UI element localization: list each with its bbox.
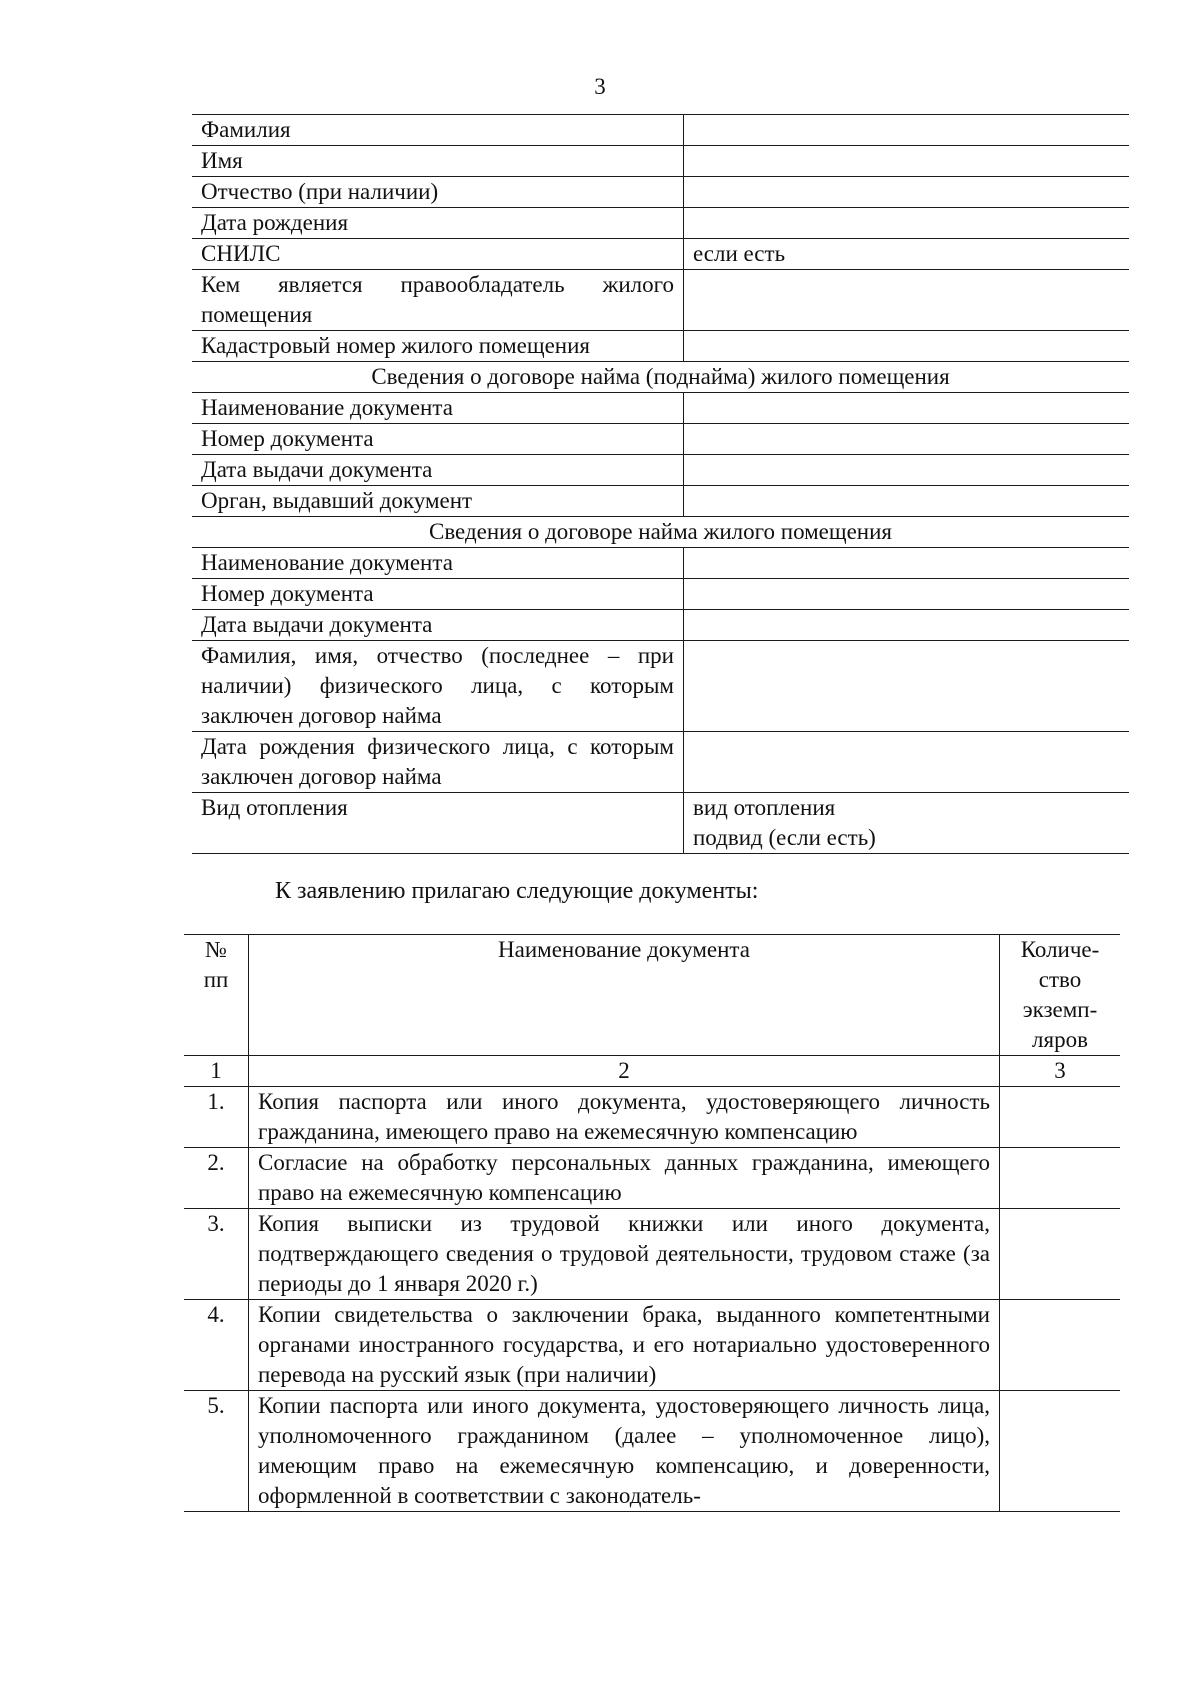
column-index: 3 — [1000, 1056, 1121, 1087]
header-copies-count — [1000, 935, 1121, 1056]
table-row — [184, 1148, 1120, 1209]
copies-count — [1000, 1300, 1121, 1391]
table-row — [192, 146, 1129, 177]
field-value — [684, 208, 1130, 239]
section-title: Сведения о договоре найма (поднайма) жилого помещения — [371, 364, 950, 389]
header-number-symbol: № — [205, 937, 227, 962]
table-row — [192, 424, 1129, 455]
table-row — [184, 1391, 1120, 1512]
field-value — [684, 331, 1130, 362]
document-name: Копии паспорта или иного документа, удостоверяющего личность лица, уполномоченного гражданином (далее – уполномоченное лицо), имеющим право на ежемесячную компенсацию, и доверенности, оформленной в соответствии с законодатель- — [249, 1391, 1000, 1512]
field-value — [684, 486, 1130, 517]
document-name: Копия выписки из трудовой книжки или иного документа, подтверждающего сведения о трудовой деятельности, трудовом стаже (за периоды до 1 января 2020 г.) — [249, 1209, 1000, 1300]
copies-count — [1000, 1087, 1121, 1148]
copies-count — [1000, 1391, 1121, 1512]
field-value — [684, 177, 1130, 208]
field-label: Номер документа — [192, 579, 684, 610]
field-label: Дата рождения физического лица, с которым заключен договор найма — [192, 732, 684, 793]
field-label: Имя — [192, 146, 684, 177]
applicant-info-table — [192, 114, 1129, 854]
header-document-name: Наименование документа — [249, 935, 1000, 1056]
field-value: если есть — [693, 241, 786, 266]
field-value — [684, 732, 1130, 793]
attachments-intro: К заявлению прилагаю следующие документы: — [275, 878, 759, 904]
page-number: 3 — [594, 74, 606, 99]
field-label: Отчество (при наличии) — [192, 177, 684, 208]
field-label: Наименование документа — [192, 548, 684, 579]
copies-count — [1000, 1209, 1121, 1300]
field-value — [684, 115, 1130, 146]
table-row — [184, 1087, 1120, 1148]
field-label: Фамилия, имя, отчество (последнее – при наличии) физического лица, с которым заключен договор найма — [192, 641, 684, 732]
table-row — [192, 486, 1129, 517]
header-row — [184, 935, 1120, 1056]
table-row — [192, 732, 1129, 793]
attached-documents-table — [184, 934, 1120, 1512]
field-label: Дата выдачи документа — [192, 455, 684, 486]
heating-subtype-text: подвид (если есть) — [693, 825, 876, 850]
row-number: 4. — [184, 1300, 249, 1391]
field-label: СНИЛС — [192, 239, 684, 270]
table-row — [192, 641, 1129, 732]
field-label: Наименование документа — [192, 393, 684, 424]
table-row — [192, 331, 1129, 362]
field-value — [684, 393, 1130, 424]
field-value — [684, 641, 1130, 732]
table-row — [192, 610, 1129, 641]
table-row — [192, 177, 1129, 208]
field-label: Фамилия — [192, 115, 684, 146]
table-row — [192, 455, 1129, 486]
field-value — [684, 610, 1130, 641]
table-row — [192, 548, 1129, 579]
table-row — [192, 208, 1129, 239]
header-number-abbr: пп — [203, 967, 229, 992]
row-number: 1. — [184, 1087, 249, 1148]
section-header-row — [192, 517, 1129, 548]
field-value — [684, 793, 1130, 854]
field-value — [684, 579, 1130, 610]
field-value — [684, 270, 1130, 331]
heating-type-text: вид отопления — [693, 795, 836, 820]
field-label: Орган, выдавший документ — [192, 486, 684, 517]
table-row — [192, 793, 1129, 854]
header-count-line: Количе- — [1020, 937, 1100, 962]
copies-count — [1000, 1148, 1121, 1209]
field-label: Кем является правообладатель жилого помещения — [192, 270, 684, 331]
section-title: Сведения о договоре найма жилого помещения — [428, 519, 893, 544]
table-row — [184, 1209, 1120, 1300]
section-header-row — [192, 362, 1129, 393]
column-number-row — [184, 1056, 1120, 1087]
table-row — [192, 393, 1129, 424]
column-index: 1 — [184, 1056, 249, 1087]
document-name: Согласие на обработку персональных данных гражданина, имеющего право на ежемесячную компенсацию — [249, 1148, 1000, 1209]
header-count-line: ство — [1038, 967, 1082, 992]
table-row — [192, 239, 1129, 270]
document-name: Копия паспорта или иного документа, удостоверяющего личность гражданина, имеющего право на ежемесячную компенсацию — [249, 1087, 1000, 1148]
table-row — [184, 1300, 1120, 1391]
header-count-line: ляров — [1032, 1027, 1088, 1052]
header-number — [184, 935, 249, 1056]
field-label: Вид отопления — [192, 793, 684, 854]
table-row — [192, 115, 1129, 146]
document-name: Копии свидетельства о заключении брака, выданного компетентными органами иностранного государства, и его нотариально удостоверенного перевода на русский язык (при наличии) — [249, 1300, 1000, 1391]
row-number: 2. — [184, 1148, 249, 1209]
field-label: Дата рождения — [192, 208, 684, 239]
field-label: Кадастровый номер жилого помещения — [192, 331, 684, 362]
field-label: Номер документа — [192, 424, 684, 455]
field-label: Дата выдачи документа — [192, 610, 684, 641]
header-count-line: экземп- — [1022, 997, 1098, 1022]
field-value — [684, 455, 1130, 486]
field-value — [684, 146, 1130, 177]
field-value — [684, 548, 1130, 579]
column-index: 2 — [249, 1056, 1000, 1087]
field-value — [684, 424, 1130, 455]
table-row — [192, 579, 1129, 610]
row-number: 5. — [184, 1391, 249, 1512]
table-row — [192, 270, 1129, 331]
row-number: 3. — [184, 1209, 249, 1300]
